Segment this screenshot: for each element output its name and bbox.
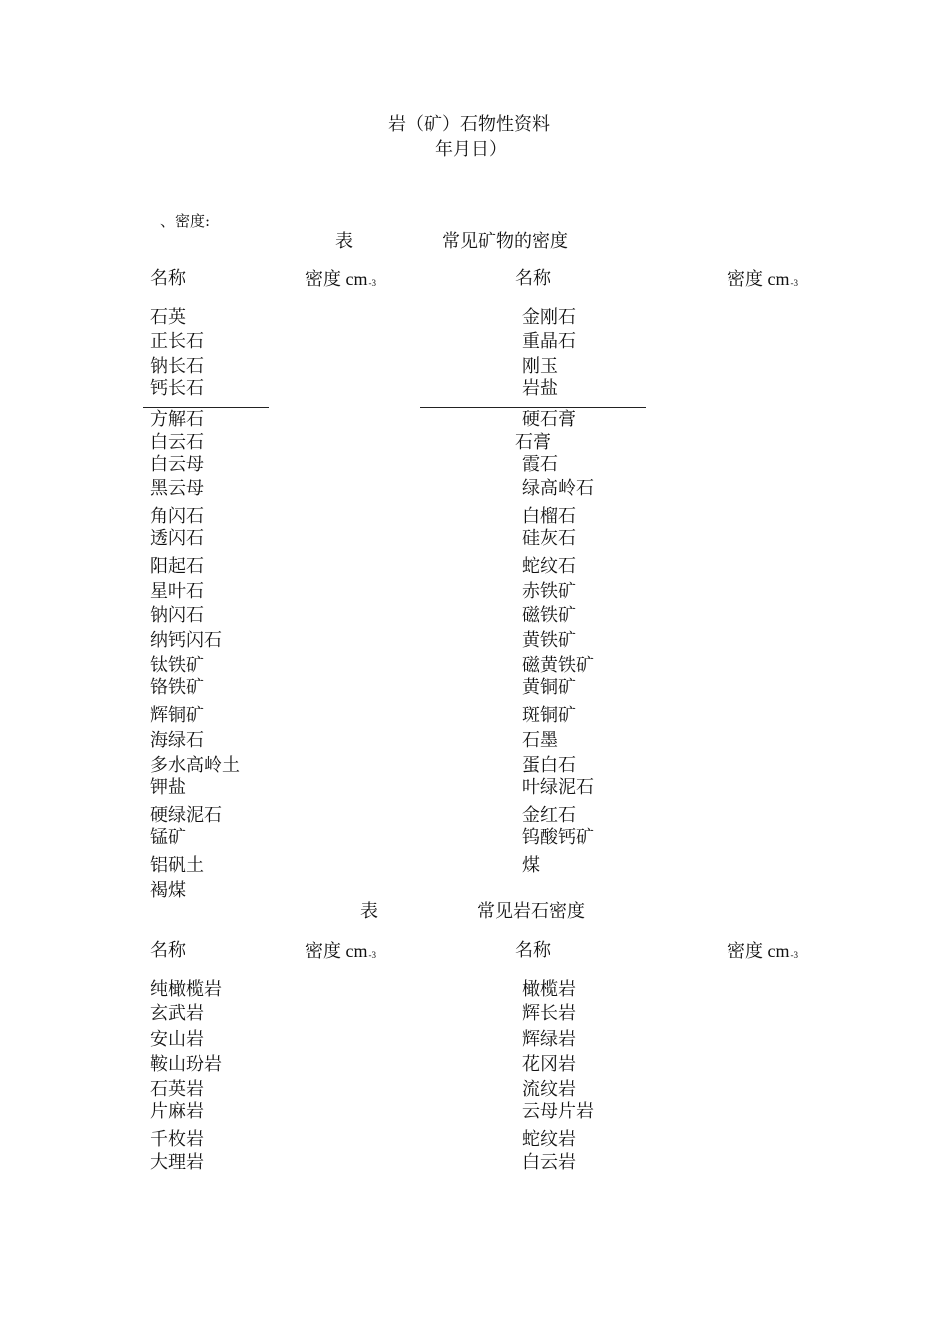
table1-left-name: 锰矿 [150,827,186,848]
page-title: 岩（矿）石物性资料 [388,114,550,135]
table1-left-name: 钠长石 [150,356,204,377]
table2-left-name: 鞍山玢岩 [150,1054,222,1075]
table1-left-name: 白云石 [150,432,204,453]
table2-right-name: 辉绿岩 [522,1029,576,1050]
table1-right-name: 蛇纹石 [522,556,576,577]
table1-left-name: 黑云母 [150,478,204,499]
table1-right-name: 叶绿泥石 [522,777,594,798]
section-heading: 、密度: [160,212,211,230]
table1-divider-right [420,407,646,408]
table1-left-name: 星叶石 [150,581,204,602]
table2-header-density-right: 密度 $cm^{-3}$ [727,941,798,961]
table2-right-name: 云母片岩 [522,1101,594,1122]
table1-right-name: 赤铁矿 [522,581,576,602]
table1-right-name: 黄铜矿 [522,677,576,698]
table1-right-name: 钨酸钙矿 [522,827,594,848]
table1-left-name: 铬铁矿 [150,677,204,698]
table2-left-name: 石英岩 [150,1079,204,1100]
table2-left-name: 玄武岩 [150,1003,204,1024]
table2-left-name: 大理岩 [150,1152,204,1173]
table1-right-name: 霞石 [522,454,558,475]
table2-right-name: 白云岩 [522,1152,576,1173]
table1-left-name: 角闪石 [150,506,204,527]
table1-right-name: 绿高岭石 [522,478,594,499]
table1-left-name: 钛铁矿 [150,655,204,676]
table2-right-name: 流纹岩 [522,1079,576,1100]
table1-label: 表 [335,231,353,252]
table1-right-name: 蛋白石 [522,755,576,776]
table2-label: 表 [360,901,378,922]
table1-left-name: 辉铜矿 [150,705,204,726]
table1-right-name: 硅灰石 [522,528,576,549]
table1-right-name: 煤 [522,855,540,876]
table1-left-name: 透闪石 [150,528,204,549]
table1-right-name: 斑铜矿 [522,705,576,726]
table2-left-name: 纯橄榄岩 [150,979,222,1000]
table1-left-name: 石英 [150,307,186,328]
table1-right-name: 黄铁矿 [522,630,576,651]
table1-right-name: 石墨 [522,730,558,751]
table2-left-name: 千枚岩 [150,1129,204,1150]
table1-left-name: 阳起石 [150,556,204,577]
table2-right-name: 蛇纹岩 [522,1129,576,1150]
table1-header-name-left: 名称 [150,268,186,289]
table1-right-name: 刚玉 [522,356,558,377]
table1-right-name: 白榴石 [522,506,576,527]
table1-header-density-left: 密度 $cm^{-3}$ [305,269,376,289]
table1-left-name: 铝矾土 [150,855,204,876]
table2-caption: 常见岩石密度 [477,901,585,922]
table2-left-name: 片麻岩 [150,1101,204,1122]
table1-left-name: 钠闪石 [150,605,204,626]
table1-left-name: 钙长石 [150,378,204,399]
table1-header-name-right: 名称 [515,268,551,289]
table1-left-name: 正长石 [150,331,204,352]
table1-left-name: 钾盐 [150,777,186,798]
table1-left-name: 多水高岭土 [150,755,240,776]
table1-right-name: 金红石 [522,805,576,826]
table1-right-name: 磁铁矿 [522,605,576,626]
table1-header-density-right: 密度 $cm^{-3}$ [727,269,798,289]
table2-header-name-left: 名称 [150,940,186,961]
table1-left-name: 硬绿泥石 [150,805,222,826]
page-subtitle: 年月日） [435,139,507,160]
table2-right-name: 橄榄岩 [522,979,576,1000]
table2-right-name: 花冈岩 [522,1054,576,1075]
table1-right-name: 金刚石 [522,307,576,328]
table1-left-name: 褐煤 [150,880,186,901]
table1-left-name: 纳钙闪石 [150,630,222,651]
table1-right-name: 磁黄铁矿 [522,655,594,676]
table1-caption: 常见矿物的密度 [442,231,568,252]
table2-header-name-right: 名称 [515,940,551,961]
table1-right-name: 硬石膏 [522,409,576,430]
table1-left-name: 方解石 [150,409,204,430]
table1-left-name: 白云母 [150,454,204,475]
table2-left-name: 安山岩 [150,1029,204,1050]
table2-header-density-left: 密度 $cm^{-3}$ [305,941,376,961]
table1-right-name: 重晶石 [522,331,576,352]
table2-right-name: 辉长岩 [522,1003,576,1024]
table1-right-name: 石膏 [515,432,551,453]
table1-right-name: 岩盐 [522,378,558,399]
table1-left-name: 海绿石 [150,730,204,751]
table1-divider-left [143,407,269,408]
